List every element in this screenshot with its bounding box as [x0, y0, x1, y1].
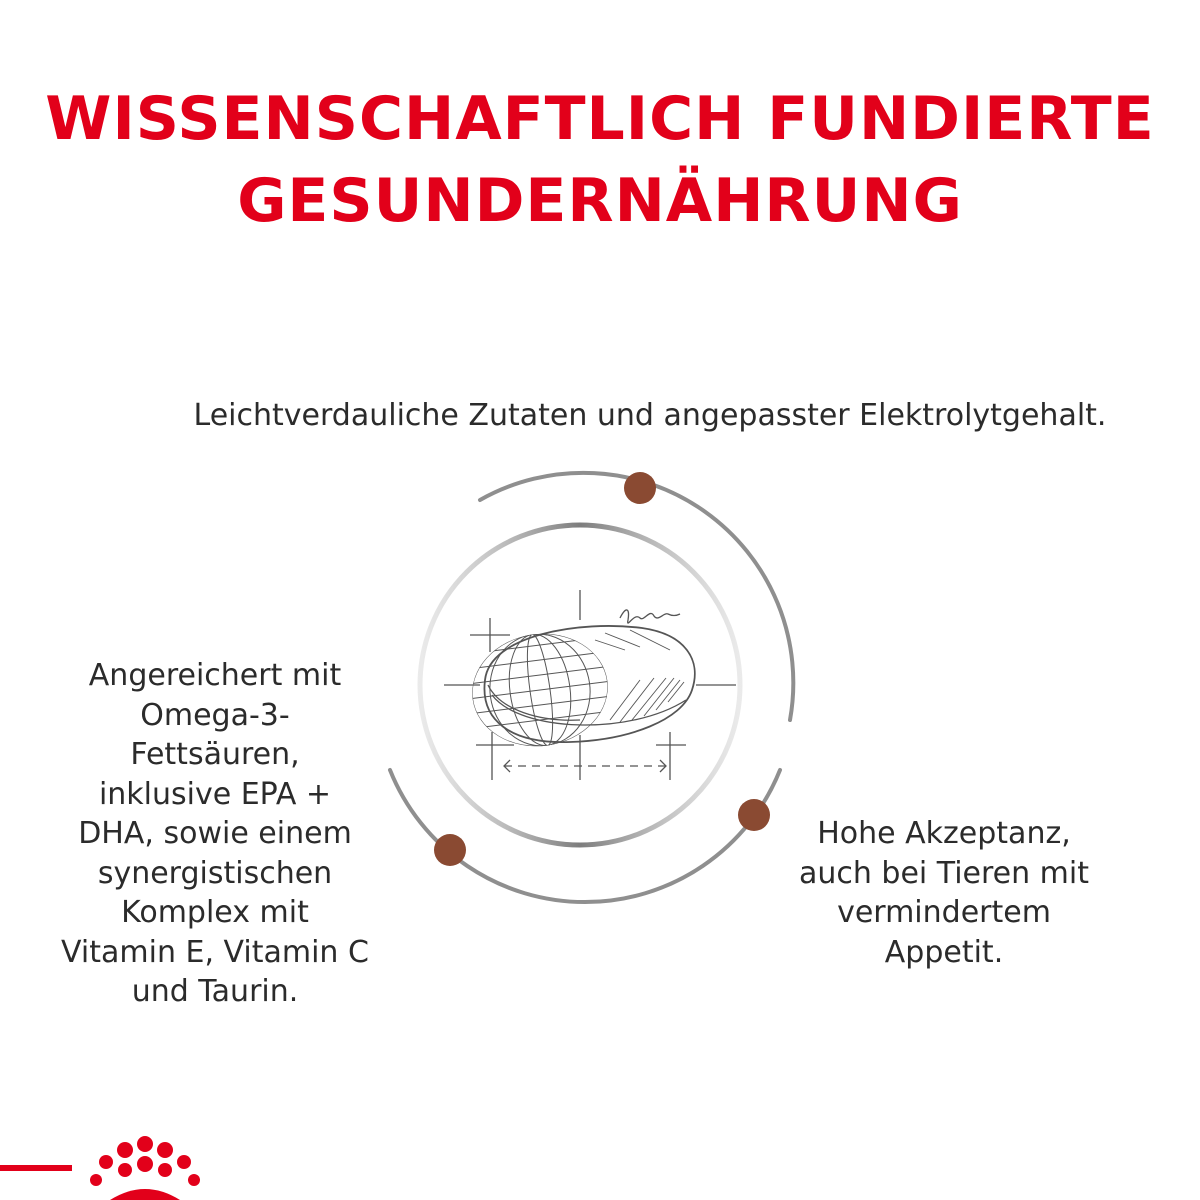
- benefit-omega3: Angereichert mit Omega-3-Fettsäuren, inklusive EPA + DHA, sowie einem synergistischen Komplex mit Vitamin E, Vitamin C und Taurin.: [61, 658, 369, 1009]
- outer-ring-arc-top: [480, 473, 793, 720]
- royal-canin-crown-logo: [90, 1136, 200, 1200]
- benefits-diagram: [380, 470, 820, 910]
- benefit-digestibility: Leichtverdauliche Zutaten und angepasster Elektrolytgehalt.: [193, 398, 1107, 433]
- footer-band: [0, 1130, 1200, 1200]
- page-title-line-1: WISSENSCHAFTLICH FUNDIERTE: [45, 84, 1155, 154]
- accent-dot-right: [738, 799, 770, 831]
- page-title: [0, 78, 1200, 242]
- accent-dot-left: [434, 834, 466, 866]
- benefit-palatability: Hohe Akzeptanz, auch bei Tieren mit vermindertem Appetit.: [798, 816, 1089, 970]
- page-title-line-2: GESUNDERNÄHRUNG: [237, 166, 963, 236]
- accent-dot-top: [624, 472, 656, 504]
- kibble-sketch-icon: [444, 590, 736, 780]
